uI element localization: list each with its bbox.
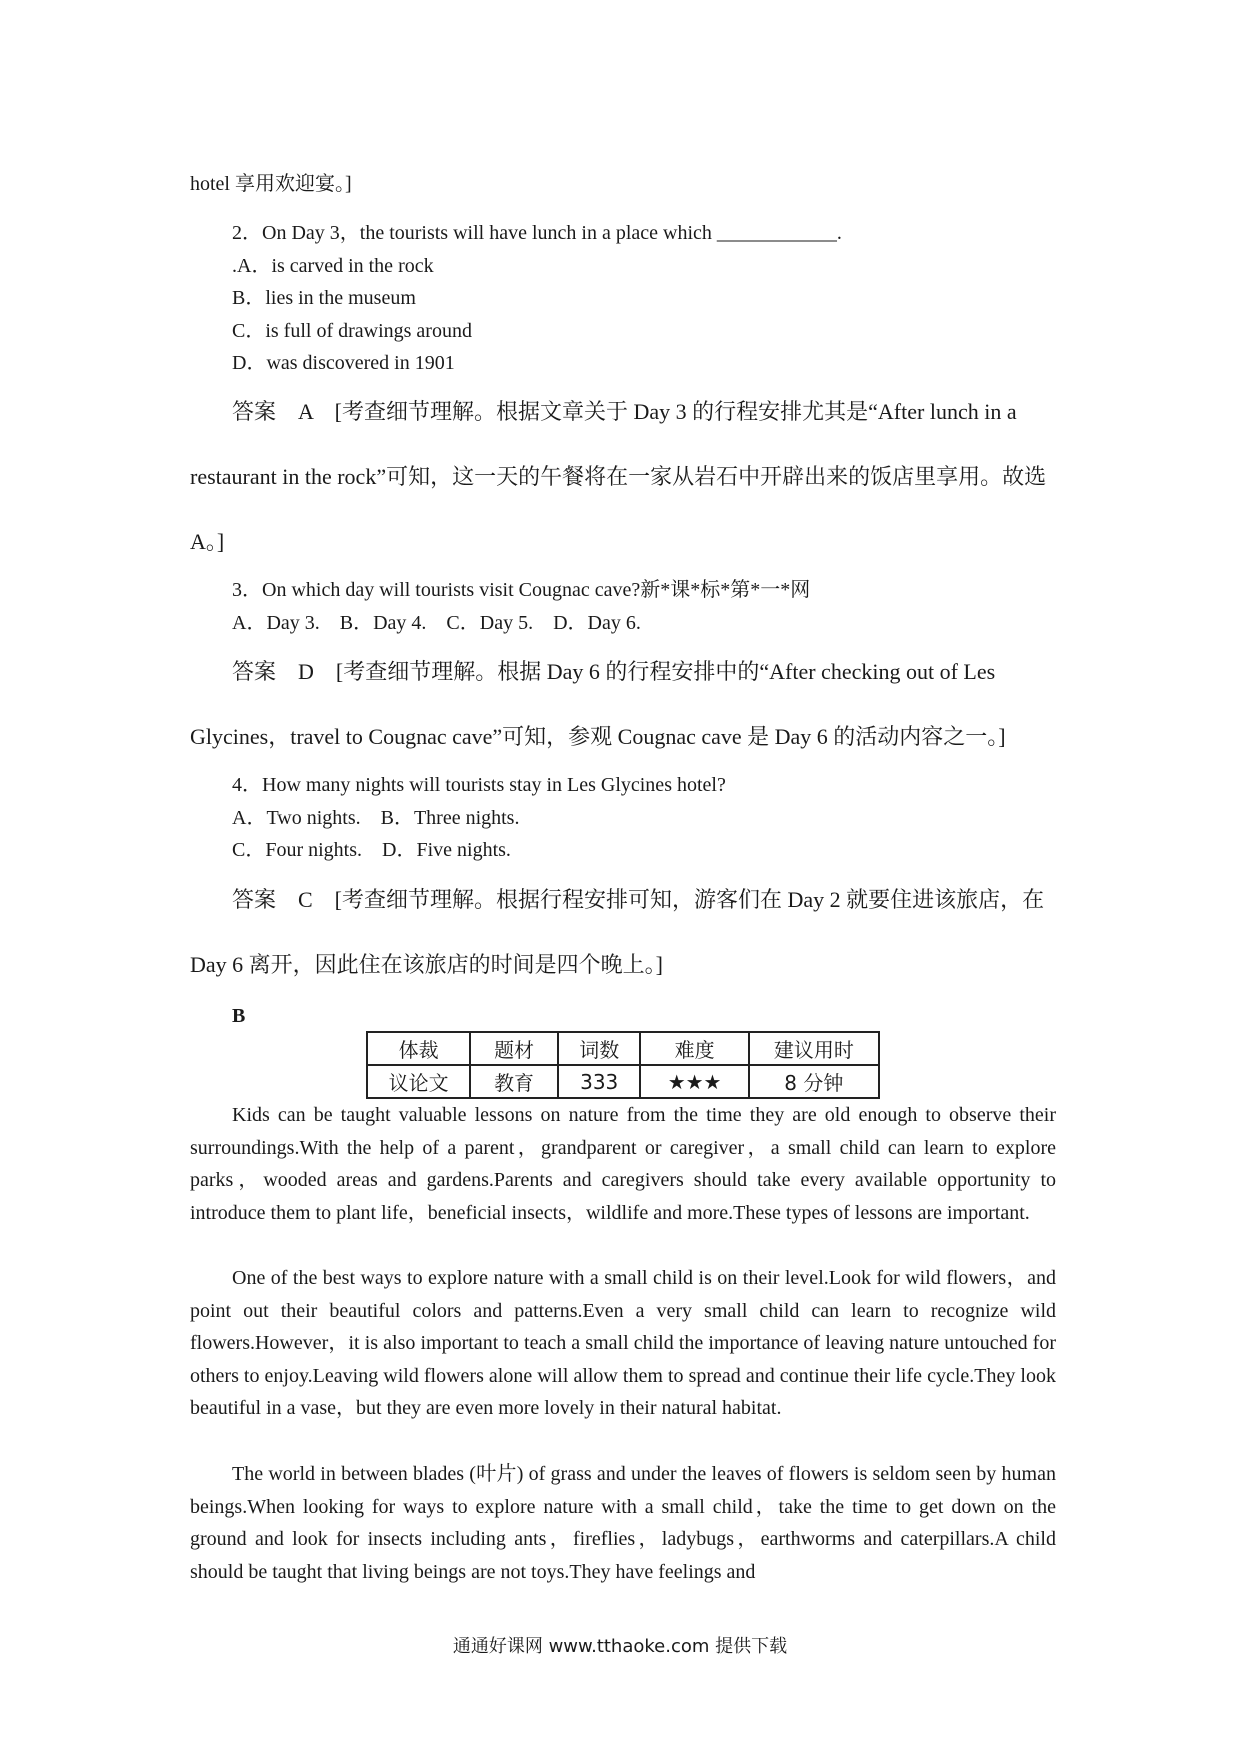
answer-2-line-2: restaurant in the rock”可知，这一天的午餐将在一家从岩石中开辟出来的饭店里享用。故选 bbox=[190, 464, 1047, 489]
question-2: 2．On Day 3，the tourists will have lunch in a place which ____________. bbox=[232, 222, 842, 244]
page-footer: 通通好课网 www.tthaoke.com 提供下载 bbox=[452, 1636, 788, 1657]
question-4-options-ab: A．Two nights. B．Three nights. bbox=[232, 807, 520, 829]
answer-2-line-1: 答案 A [考查细节理解。根据文章关于 Day 3 的行程安排尤其是“After lunch in a bbox=[232, 399, 1017, 424]
section-heading: B bbox=[232, 1005, 246, 1027]
passage-paragraph-2: One of the best ways to explore nature with a small child is on their level.Look for wild flowers，and point out their beautiful colors and patterns.Even a very small child can learn to recognize wild flowers.However，it is also important to teach a small child the importance of leaving nature untouched for others to enjoy.Leaving wild flowers alone will allow them to spread and continue their life cycle.They look beautiful in a vase，but they are even more lovely in their natural habitat. bbox=[190, 1267, 1056, 1420]
table-value-cell: 教育 bbox=[470, 1065, 558, 1098]
question-3: 3．On which day will tourists visit Cougnac cave?新*课*标*第*一*网 bbox=[232, 579, 811, 601]
table-header-cell: 难度 bbox=[640, 1032, 748, 1065]
question-4: 4．How many nights will tourists stay in Les Glycines hotel? bbox=[232, 774, 726, 796]
question-2-option-b: B．lies in the museum bbox=[232, 287, 416, 309]
table-value-cell: 议论文 bbox=[367, 1065, 470, 1098]
table-value-cell: 333 bbox=[558, 1065, 641, 1098]
passage-paragraph-1: Kids can be taught valuable lessons on nature from the time they are old enough to observe their surroundings.With the help of a parent，grandparent or caregiver，a small child can learn to explore parks，wooded areas and gardens.Parents and caregivers should take every available opportunity to introduce them to plant life，beneficial insects，wildlife and more.These types of lessons are important. bbox=[190, 1104, 1056, 1224]
answer-3-line-1: 答案 D [考查细节理解。根据 Day 6 的行程安排中的“After checking out of Les bbox=[232, 659, 996, 684]
answer-continuation-line: hotel 享用欢迎宴。] bbox=[190, 173, 352, 195]
question-2-option-c: C．is full of drawings around bbox=[232, 320, 472, 342]
table-header-cell: 词数 bbox=[558, 1032, 641, 1065]
table-header-cell: 建议用时 bbox=[749, 1032, 879, 1065]
table-value-cell: 8 分钟 bbox=[749, 1065, 879, 1098]
table-header-row bbox=[367, 1032, 879, 1065]
table-value-row bbox=[367, 1065, 879, 1098]
answer-2-line-3: A。] bbox=[190, 529, 225, 554]
passage-info-table bbox=[366, 1031, 880, 1099]
question-2-option-a: .A．is carved in the rock bbox=[232, 255, 434, 277]
table-header-cell: 题材 bbox=[470, 1032, 558, 1065]
question-2-option-d: D．was discovered in 1901 bbox=[232, 352, 455, 374]
question-4-options-cd: C．Four nights. D．Five nights. bbox=[232, 839, 511, 861]
table-header-cell: 体裁 bbox=[367, 1032, 470, 1065]
answer-4-line-2: Day 6 离开，因此住在该旅店的时间是四个晚上。] bbox=[190, 952, 663, 977]
question-3-options: A．Day 3. B．Day 4. C．Day 5. D．Day 6. bbox=[232, 612, 641, 634]
answer-4-line-1: 答案 C [考查细节理解。根据行程安排可知，游客们在 Day 2 就要住进该旅店，在 bbox=[232, 887, 1045, 912]
table-value-cell: ★★★ bbox=[640, 1065, 748, 1098]
passage-paragraph-3: The world in between blades (叶片) of grass and under the leaves of flowers is seldom seen by human beings.When looking for ways to explore nature with a small child，take the time to get down on the ground and look for insects including ants，fireflies，ladybugs，earthworms and caterpillars.A child should be taught that living beings are not toys.They have feelings and bbox=[190, 1463, 1056, 1583]
answer-3-line-2: Glycines，travel to Cougnac cave”可知，参观 Cougnac cave 是 Day 6 的活动内容之一。] bbox=[190, 724, 1006, 749]
